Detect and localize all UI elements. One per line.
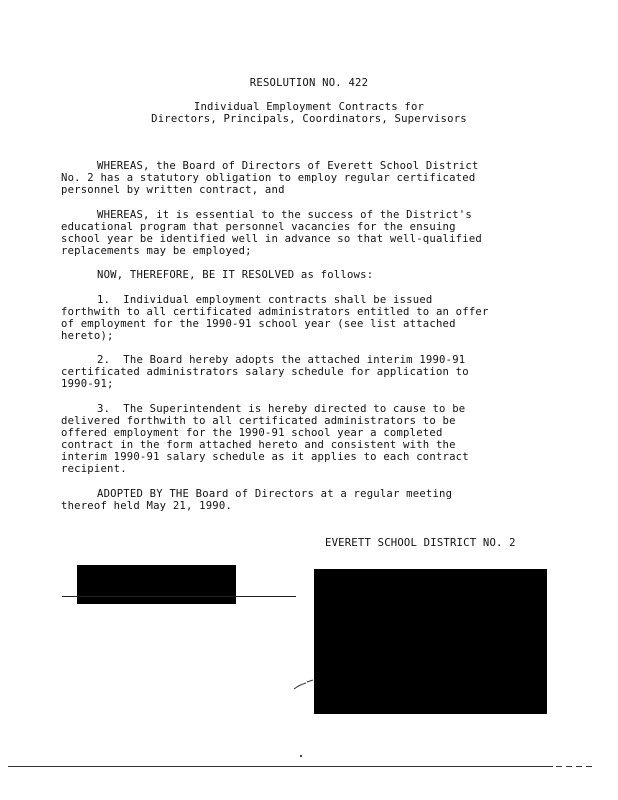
whereas-2-line-4: replacements may be employed; <box>61 245 252 257</box>
item-3-line-6: recipient. <box>61 463 127 475</box>
subtitle-line-1: Individual Employment Contracts for <box>193 101 425 113</box>
pen-stroke-mark <box>292 676 316 692</box>
item-3-line-2: delivered forthwith to all certificated administrators to be <box>61 415 456 427</box>
item-1-line-1: 1. Individual employment contracts shall be issued <box>97 294 433 306</box>
redacted-signature-right <box>314 569 547 714</box>
item-3-line-1: 3. The Superintendent is hereby directed to cause to be <box>97 403 466 415</box>
speck-mark <box>300 755 302 757</box>
whereas-1-line-3: personnel by written contract, and <box>61 184 285 196</box>
whereas-2-line-2: educational program that personnel vacancies for the ensuing <box>61 221 456 233</box>
signature-line-left <box>62 596 296 597</box>
resolved-line: NOW, THEREFORE, BE IT RESOLVED as follows: <box>97 269 374 281</box>
bottom-rule <box>8 766 553 767</box>
item-3-line-3: offered employment for the 1990-91 school year a completed <box>61 427 443 439</box>
item-1-line-3: of employment for the 1990-91 school year (see list attached <box>61 318 456 330</box>
item-1-line-4: hereto); <box>61 330 114 342</box>
whereas-1-line-1: WHEREAS, the Board of Directors of Everett School District <box>97 160 479 172</box>
whereas-1-line-2: No. 2 has a statutory obligation to employ regular certificated <box>61 172 476 184</box>
whereas-2-line-1: WHEREAS, it is essential to the success of the District's <box>97 209 472 221</box>
subtitle-line-2: Directors, Principals, Coordinators, Supervisors <box>151 113 467 125</box>
item-2-line-3: 1990-91; <box>61 378 114 390</box>
resolution-title: RESOLUTION NO. 422 <box>249 77 369 89</box>
whereas-2-line-3: school year be identified well in advance so that well-qualified <box>61 233 482 245</box>
item-2-line-2: certificated administrators salary schedule for application to <box>61 366 469 378</box>
item-2-line-1: 2. The Board hereby adopts the attached interim 1990-91 <box>97 354 466 366</box>
adopted-line-2: thereof held May 21, 1990. <box>61 500 233 512</box>
redacted-signature-left <box>77 565 236 604</box>
item-1-line-2: forthwith to all certificated administrators entitled to an offer <box>61 306 489 318</box>
adopted-line-1: ADOPTED BY THE Board of Directors at a regular meeting <box>97 488 453 500</box>
district-signature-heading: EVERETT SCHOOL DISTRICT NO. 2 <box>325 537 516 549</box>
bottom-rule-dashed <box>556 766 596 767</box>
item-3-line-4: contract in the form attached hereto and consistent with the <box>61 439 456 451</box>
item-3-line-5: interim 1990-91 salary schedule as it applies to each contract <box>61 451 469 463</box>
